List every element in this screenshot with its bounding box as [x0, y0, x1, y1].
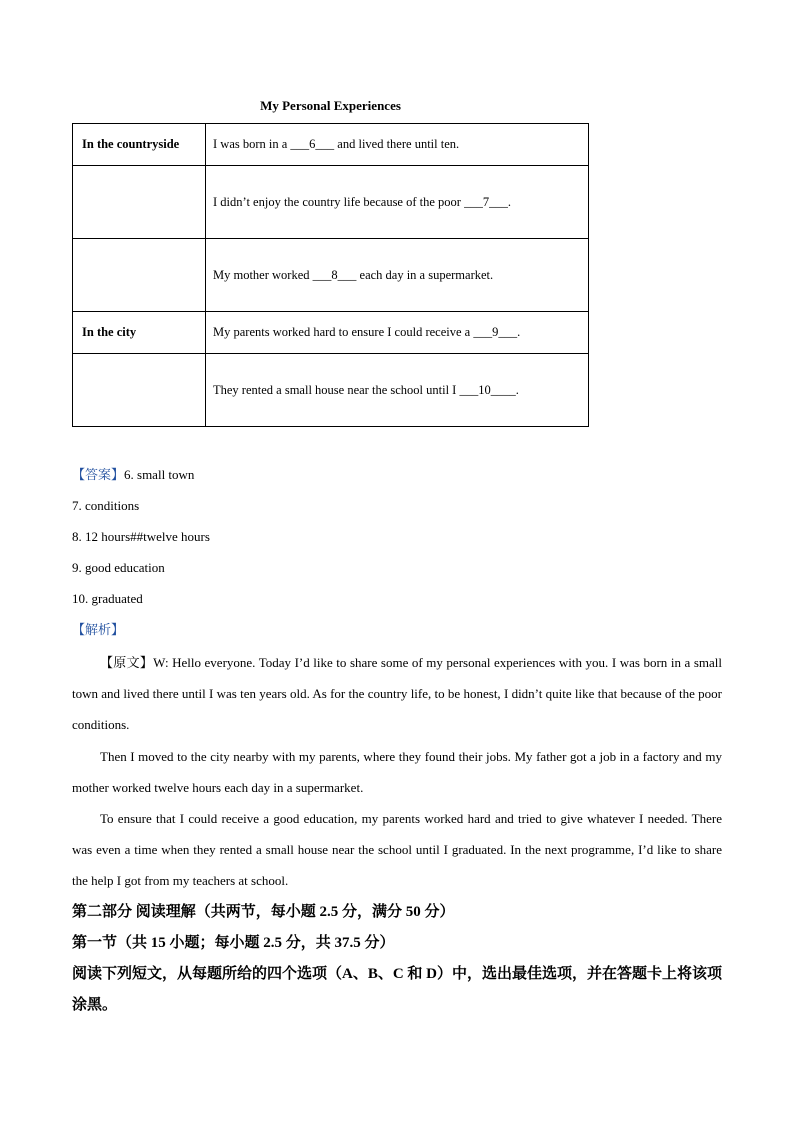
sentence-cell: [206, 166, 589, 239]
table-title: My Personal Experiences: [260, 98, 401, 113]
blank-10: ___10____: [459, 382, 516, 397]
answer-item: 7. conditions: [72, 498, 140, 513]
sentence-text: I was born in a: [213, 137, 291, 151]
paragraph-text: Then I moved to the city nearby with my parents, where they found their jobs. My father got a job in a factory and my mother worked twelve hours each day in a supermarket.: [72, 749, 722, 795]
paragraph-text: W: Hello everyone. Today I’d like to share some of my personal experiences with you. I was born in a small town and lived there until I was ten years old. As for the country life, to be honest, I didn’t quite like that because of the poor conditions.: [72, 655, 722, 732]
analysis-label: 【解析】: [72, 622, 125, 637]
category-cell: [73, 354, 206, 427]
sentence-text: My parents worked hard to ensure I could receive a: [213, 325, 474, 339]
sentence-text: I didn’t enjoy the country life because of the poor: [213, 194, 465, 209]
part-heading: 第二部分 阅读理解（共两节，每小题 2.5 分，满分 50 分）: [72, 904, 455, 920]
sentence-text: .: [515, 382, 519, 397]
answers-section: [72, 465, 210, 651]
sentence-text: .: [517, 325, 521, 339]
sentence-text: They rented a small house near the school until I: [213, 382, 460, 397]
answer-item: 9. good education: [72, 560, 165, 575]
category-cell: In the city: [73, 312, 206, 354]
table-row: [73, 354, 589, 427]
blank-8: ___8___: [312, 267, 357, 282]
answer-line: [72, 558, 210, 589]
blank-9: ___9___: [473, 325, 518, 339]
answer-line: [72, 527, 210, 558]
table-row: [73, 124, 589, 166]
answer-label: 【答案】: [72, 467, 125, 482]
transcript-paragraph: [72, 803, 722, 896]
category-cell: [73, 166, 206, 239]
experiences-table: [72, 123, 589, 427]
answer-item: 8. 12 hours##twelve hours: [72, 529, 210, 544]
sentence-cell: [206, 239, 589, 312]
sentence-cell: [206, 354, 589, 427]
transcript-paragraph: [72, 647, 722, 740]
table-row: [73, 166, 589, 239]
blank-7: ___7___: [464, 194, 508, 209]
sentence-cell: [206, 312, 589, 354]
answer-line: [72, 465, 210, 496]
instruction-text: 阅读下列短文，从每题所给的四个选项（A、B、C 和 D）中，选出最佳选项，并在答题卡上将该项涂黑。: [72, 966, 723, 1013]
answer-line: [72, 496, 210, 527]
paragraph-text: To ensure that I could receive a good education, my parents worked hard and tried to give whatever I needed. There was even a time when they rented a small house near the school until I graduated. In the next programme, I’d like to share the help I got from my teachers at school.: [72, 811, 722, 888]
sentence-text: My mother worked: [213, 267, 313, 282]
sentence-text: .: [507, 194, 511, 209]
table-row: [73, 312, 589, 354]
table-row: [73, 239, 589, 312]
sentence-text: and lived there until ten.: [334, 137, 460, 151]
answer-item: 10. graduated: [72, 591, 143, 606]
blank-6: ___6___: [290, 137, 335, 151]
transcript-paragraph: [72, 741, 722, 803]
category-cell: In the countryside: [73, 124, 206, 166]
section-heading: 第一节（共 15 小题；每小题 2.5 分，共 37.5 分）: [72, 935, 395, 951]
sentence-text: each day in a supermarket.: [356, 267, 494, 282]
answer-item: 6. small town: [124, 467, 195, 482]
category-cell: [73, 239, 206, 312]
sentence-cell: [206, 124, 589, 166]
original-label: 【原文】: [100, 655, 154, 670]
answer-line: [72, 589, 210, 620]
